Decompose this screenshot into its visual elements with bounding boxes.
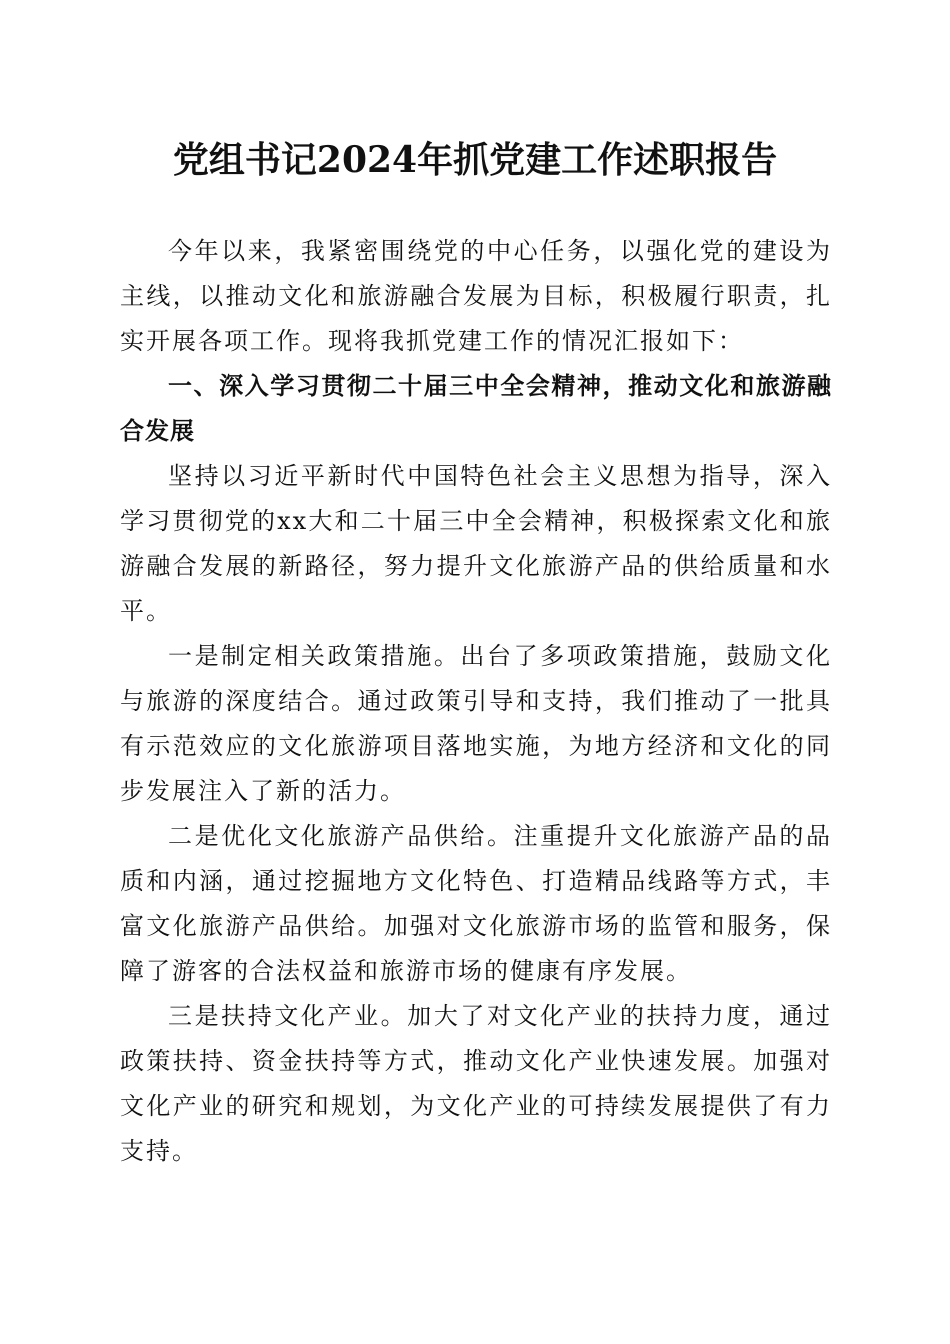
item-3-paragraph	[120, 994, 832, 1174]
item-1-paragraph	[120, 634, 832, 814]
intro-paragraph: 今年以来，我紧密围绕党的中心任务，以强化党的建设为主线，以推动文化和旅游融合发展为目标，积极履行职责，扎实开展各项工作。现将我抓党建工作的情况汇报如下：	[120, 237, 832, 355]
item-2-paragraph	[120, 814, 832, 994]
document-title: 党组书记2024年抓党建工作述职报告	[172, 139, 778, 181]
document-body	[120, 229, 832, 1174]
item-2-text: 注重提升文化旅游产品的品质和内涵，通过挖掘地方文化特色、打造精品线路等方式，丰富文化旅游产品供给。加强对文化旅游市场的监管和服务，保障了游客的合法权益和旅游市场的健康有序发展。	[120, 822, 833, 985]
item-1-text: 出台了多项政策措施，鼓励文化与旅游的深度结合。通过政策引导和支持，我们推动了一批具有示范效应的文化旅游项目落地实施，为地方经济和文化的同步发展注入了新的活力。	[120, 642, 833, 805]
section-1-heading: 一、深入学习贯彻二十届三中全会精神，推动文化和旅游融合发展	[120, 372, 832, 445]
item-3-lead: 三是扶持文化产业。	[168, 1002, 408, 1030]
section-1-paragraph: 坚持以习近平新时代中国特色社会主义思想为指导，深入学习贯彻党的xx大和二十届三中全会精神，积极探索文化和旅游融合发展的新路径，努力提升文化旅游产品的供给质量和水平。	[120, 462, 832, 625]
item-2-lead: 二是优化文化旅游产品供给。	[168, 822, 514, 850]
item-3-text: 加大了对文化产业的扶持力度，通过政策扶持、资金扶持等方式，推动文化产业快速发展。加强对文化产业的研究和规划，为文化产业的可持续发展提供了有力支持。	[120, 1002, 832, 1165]
item-1-lead: 一是制定相关政策措施。	[168, 642, 461, 670]
